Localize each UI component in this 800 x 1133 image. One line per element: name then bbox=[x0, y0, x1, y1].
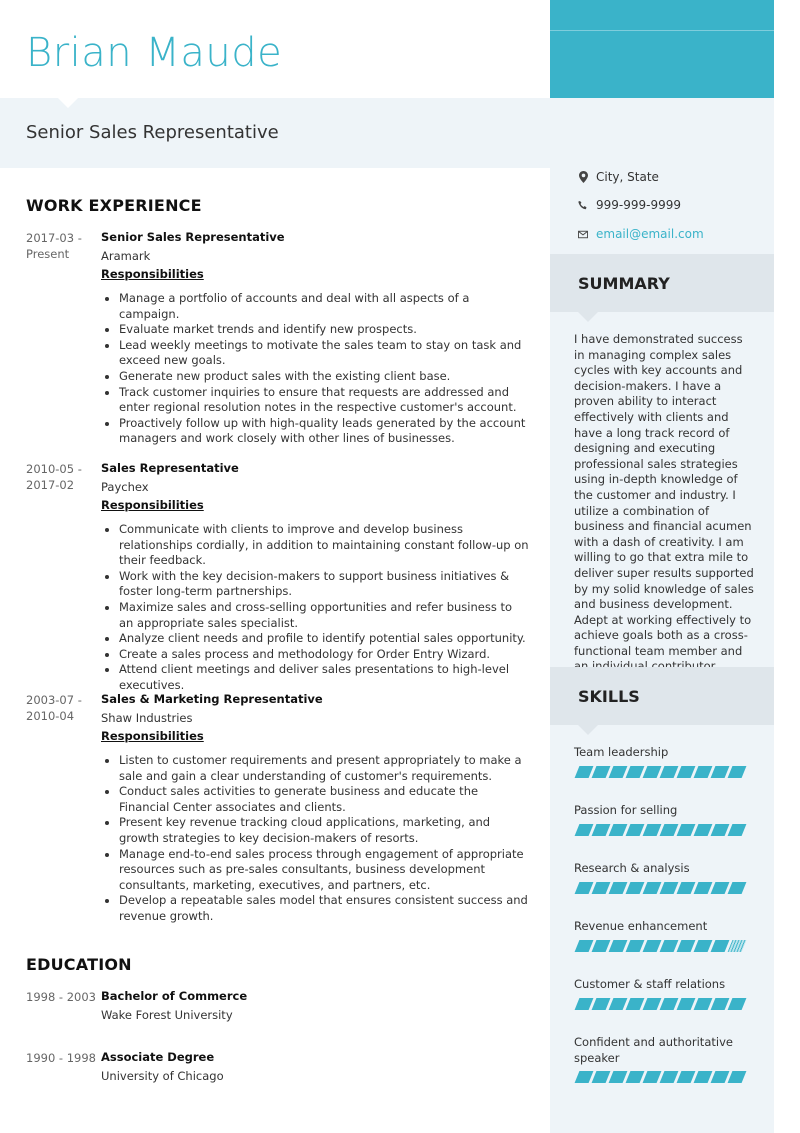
responsibilities-list bbox=[119, 522, 529, 694]
skill-level-segment bbox=[728, 766, 747, 778]
work-date: 2010-05 - 2017-02 bbox=[26, 462, 82, 492]
contact-location bbox=[578, 170, 659, 184]
responsibility-item: • Attend client meetings and deliver sales presentations to high-level executives. bbox=[119, 662, 529, 693]
candidate-name: Brian Maude bbox=[26, 30, 283, 76]
skill-level-bar bbox=[574, 882, 754, 894]
work-company: Aramark bbox=[101, 249, 151, 263]
skill-label: Passion for selling bbox=[574, 803, 678, 817]
phone-icon bbox=[578, 200, 588, 211]
skill-item bbox=[574, 977, 754, 1010]
skill-level-segment bbox=[728, 1071, 747, 1083]
skill-level-segment bbox=[609, 940, 628, 952]
skill-level-segment bbox=[660, 940, 679, 952]
skill-level-segment bbox=[592, 766, 611, 778]
skill-label: Revenue enhancement bbox=[574, 919, 708, 933]
skill-item bbox=[574, 745, 754, 778]
education-date: 1998 - 2003 bbox=[26, 990, 96, 1004]
skill-label: Confident and authoritative speaker bbox=[574, 1035, 733, 1065]
skill-level-segment bbox=[711, 882, 730, 894]
work-company: Shaw Industries bbox=[101, 711, 193, 725]
job-title: Senior Sales Representative bbox=[26, 122, 279, 143]
skill-level-segment bbox=[626, 940, 645, 952]
responsibility-item: • Manage a portfolio of accounts and deal with all aspects of a campaign. bbox=[119, 291, 529, 322]
skills-notch bbox=[578, 725, 598, 735]
skill-level-segment bbox=[711, 1071, 730, 1083]
skill-level-segment bbox=[626, 824, 645, 836]
skill-level-bar bbox=[574, 940, 754, 952]
title-notch bbox=[58, 98, 78, 108]
skill-label: Customer & staff relations bbox=[574, 977, 726, 991]
skill-level-segment bbox=[575, 940, 594, 952]
skill-level-segment bbox=[677, 998, 696, 1010]
skill-level-segment bbox=[609, 1071, 628, 1083]
responsibilities-label: Responsibilities bbox=[101, 498, 204, 512]
skills-heading: SKILLS bbox=[578, 687, 640, 706]
skill-level-segment bbox=[643, 824, 662, 836]
skill-level-segment bbox=[592, 940, 611, 952]
responsibility-item: • Evaluate market trends and identify new prospects. bbox=[119, 322, 529, 338]
contact-email[interactable] bbox=[578, 227, 704, 241]
sidebar-header-accent bbox=[550, 0, 774, 98]
skill-level-segment bbox=[660, 998, 679, 1010]
skill-level-segment bbox=[592, 824, 611, 836]
education-heading: EDUCATION bbox=[26, 955, 132, 974]
envelope-icon bbox=[578, 230, 588, 239]
responsibility-item: • Generate new product sales with the existing client base. bbox=[119, 369, 529, 385]
responsibility-item: • Analyze client needs and profile to identify potential sales opportunity. bbox=[119, 631, 529, 647]
summary-notch bbox=[578, 312, 598, 322]
summary-heading-band bbox=[550, 254, 774, 312]
sidebar-header-rule bbox=[550, 30, 774, 31]
skill-level-bar bbox=[574, 1071, 754, 1083]
work-role: Sales & Marketing Representative bbox=[101, 692, 323, 706]
skill-level-segment bbox=[626, 1071, 645, 1083]
summary-heading: SUMMARY bbox=[578, 274, 670, 293]
skill-level-segment bbox=[711, 824, 730, 836]
work-experience-heading: WORK EXPERIENCE bbox=[26, 196, 202, 215]
email-link[interactable]: email@email.com bbox=[596, 227, 704, 241]
skill-label: Research & analysis bbox=[574, 861, 690, 875]
skill-level-segment bbox=[609, 766, 628, 778]
skill-level-segment bbox=[677, 766, 696, 778]
responsibilities-list bbox=[119, 291, 529, 447]
skill-level-segment bbox=[575, 882, 594, 894]
skill-level-segment bbox=[609, 998, 628, 1010]
skill-item bbox=[574, 1035, 754, 1083]
responsibility-item: • Present key revenue tracking cloud applications, marketing, and growth strategies to key decision-makers of resorts. bbox=[119, 815, 529, 846]
skill-level-bar bbox=[574, 998, 754, 1010]
skill-level-segment bbox=[694, 1071, 713, 1083]
skill-level-segment bbox=[643, 1071, 662, 1083]
skill-level-segment bbox=[643, 940, 662, 952]
skill-level-segment bbox=[694, 940, 713, 952]
skill-level-segment bbox=[660, 1071, 679, 1083]
location-text: City, State bbox=[596, 170, 659, 184]
skill-level-segment bbox=[728, 824, 747, 836]
responsibility-item: • Work with the key decision-makers to support business initiatives & foster long-term partnerships. bbox=[119, 569, 529, 600]
skill-level-segment bbox=[575, 998, 594, 1010]
skill-level-segment bbox=[694, 998, 713, 1010]
responsibility-item: • Maximize sales and cross-selling opportunities and refer business to an appropriate sales specialist. bbox=[119, 600, 529, 631]
skill-level-segment bbox=[677, 824, 696, 836]
responsibilities-label: Responsibilities bbox=[101, 267, 204, 281]
education-date: 1990 - 1998 bbox=[26, 1051, 96, 1065]
skill-level-segment bbox=[609, 882, 628, 894]
phone-text: 999-999-9999 bbox=[596, 198, 682, 212]
skill-level-segment bbox=[728, 998, 747, 1010]
skill-level-segment bbox=[643, 766, 662, 778]
responsibility-item: • Track customer inquiries to ensure that requests are addressed and enter regional resolution notes in the respective customer's account. bbox=[119, 385, 529, 416]
skill-level-segment bbox=[592, 882, 611, 894]
skill-level-segment bbox=[643, 882, 662, 894]
responsibility-item: • Manage end-to-end sales process through engagement of appropriate resources such as pre-sales consultants, business development consultants, marketing, executives, and partners, etc. bbox=[119, 847, 529, 894]
skill-level-segment bbox=[677, 1071, 696, 1083]
responsibilities-list bbox=[119, 753, 529, 925]
skill-level-segment bbox=[575, 766, 594, 778]
skill-item bbox=[574, 803, 754, 836]
skill-level-segment bbox=[711, 998, 730, 1010]
skill-level-bar bbox=[574, 824, 754, 836]
skill-level-segment bbox=[575, 1071, 594, 1083]
responsibility-item: • Proactively follow up with high-quality leads generated by the account managers and work closely with other lines of businesses. bbox=[119, 416, 529, 447]
map-pin-icon bbox=[578, 171, 588, 183]
skill-label: Team leadership bbox=[574, 745, 669, 759]
education-degree: Bachelor of Commerce bbox=[101, 989, 248, 1003]
skill-item bbox=[574, 861, 754, 894]
skill-level-segment bbox=[711, 940, 730, 952]
skill-level-segment bbox=[728, 882, 747, 894]
responsibility-item: • Develop a repeatable sales model that ensures consistent success and revenue growth. bbox=[119, 893, 529, 924]
responsibility-item: • Listen to customer requirements and present appropriately to make a sale and gain a clear understanding of customer's requirements. bbox=[119, 753, 529, 784]
responsibility-item: • Communicate with clients to improve and develop business relationships cordially, in addition to maintaining constant follow-up on their feedback. bbox=[119, 522, 529, 569]
skill-level-bar bbox=[574, 766, 754, 778]
skill-level-segment bbox=[626, 766, 645, 778]
responsibility-item: • Lead weekly meetings to motivate the sales team to stay on task and exceed new goals. bbox=[119, 338, 529, 369]
skill-level-segment bbox=[677, 940, 696, 952]
skill-level-segment bbox=[728, 940, 747, 952]
responsibility-item: • Create a sales process and methodology for Order Entry Wizard. bbox=[119, 647, 529, 663]
work-date: 2017-03 - Present bbox=[26, 231, 82, 261]
skill-item bbox=[574, 919, 754, 952]
skill-level-segment bbox=[677, 882, 696, 894]
work-company: Paychex bbox=[101, 480, 149, 494]
education-school: Wake Forest University bbox=[101, 1008, 233, 1022]
skill-level-segment bbox=[694, 882, 713, 894]
education-degree: Associate Degree bbox=[101, 1050, 215, 1064]
skill-level-segment bbox=[626, 998, 645, 1010]
summary-text: I have demonstrated success in managing complex sales cycles with key accounts and decision-makers. I have a proven ability to interact effectively with clients and have a long track record of designing and executing professional sales strategies using in-depth knowledge of the customer and industry. I utilize a combination of business and financial acumen with a dash of creativity. I am willing to go that extra mile to deliver super results supported by my solid knowledge of sales and business development. Adept at working effectively to achieve goals both as a cross-functional team member and bbox=[574, 332, 754, 658]
work-date: 2003-07 - 2010-04 bbox=[26, 693, 82, 723]
skill-level-segment bbox=[626, 882, 645, 894]
responsibility-item: • Conduct sales activities to generate business and educate the Financial Center associates and clients. bbox=[119, 784, 529, 815]
responsibilities-label: Responsibilities bbox=[101, 729, 204, 743]
skill-level-segment bbox=[575, 824, 594, 836]
skill-level-segment bbox=[592, 998, 611, 1010]
skill-level-segment bbox=[711, 766, 730, 778]
skill-level-segment bbox=[592, 1071, 611, 1083]
skills-heading-band bbox=[550, 667, 774, 725]
skill-level-segment bbox=[694, 766, 713, 778]
skill-level-segment bbox=[660, 882, 679, 894]
skill-level-segment bbox=[660, 766, 679, 778]
education-school: University of Chicago bbox=[101, 1069, 224, 1083]
contact-phone bbox=[578, 198, 681, 212]
skill-level-segment bbox=[643, 998, 662, 1010]
skill-level-segment bbox=[609, 824, 628, 836]
work-role: Sales Representative bbox=[101, 461, 239, 475]
skill-level-segment bbox=[694, 824, 713, 836]
work-role: Senior Sales Representative bbox=[101, 230, 285, 244]
skill-level-segment bbox=[660, 824, 679, 836]
